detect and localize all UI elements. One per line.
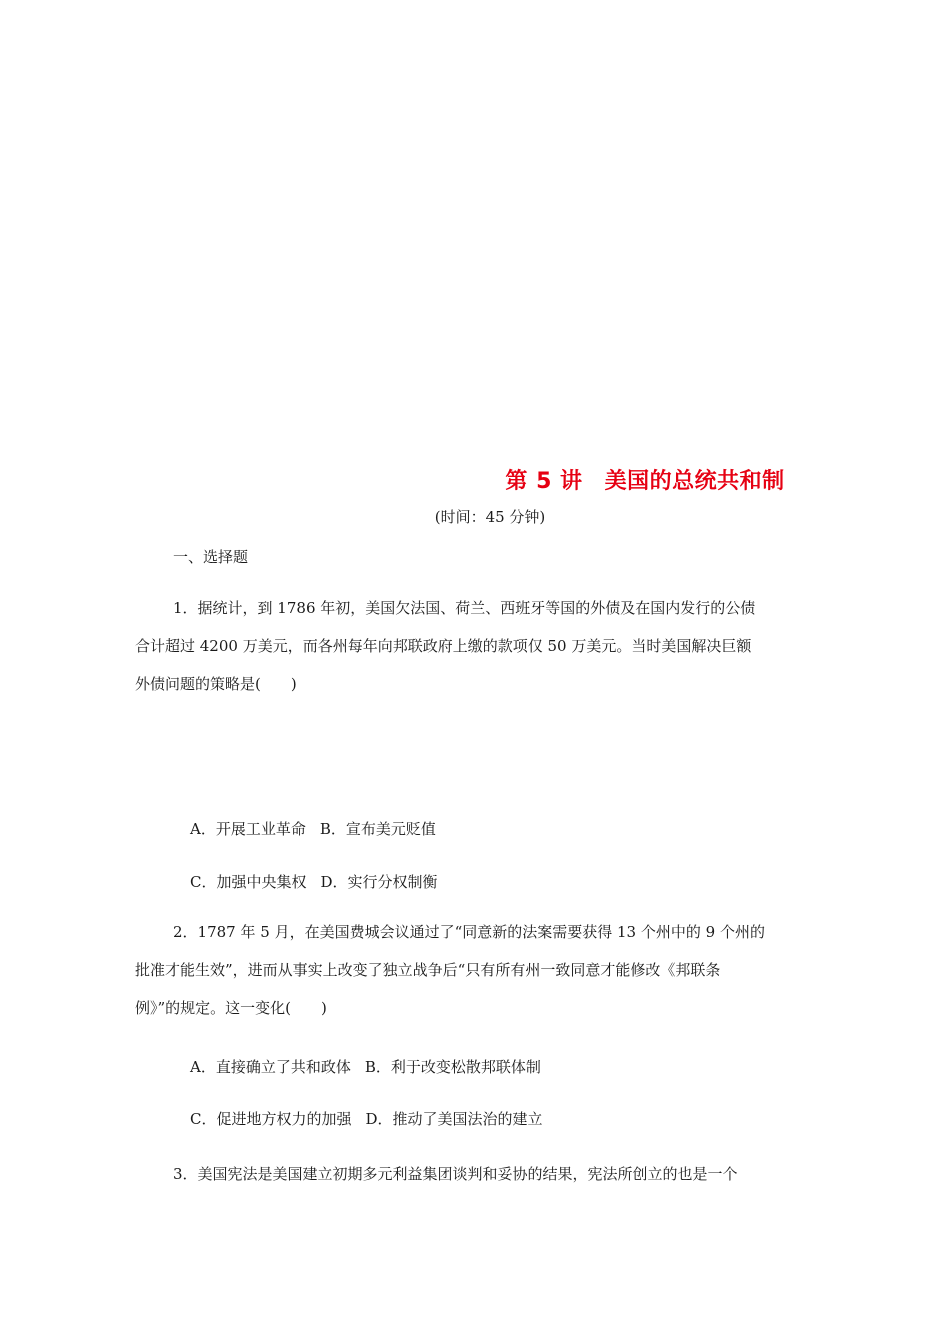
page-title [0,464,950,495]
option-c[interactable]: C．加强中央集权 [190,873,307,891]
question-line: 1．据统计，到 1786 年初，美国欠法国、荷兰、西班牙等国的外债及在国内发行的公债 [173,599,756,617]
lesson-name: 美国的总统共和制 [604,469,785,494]
time-limit: (时间：45 分钟) [434,508,546,526]
lesson-number: 第 5 讲 [505,469,583,494]
options-row [190,1108,543,1129]
question-2 [135,913,815,1027]
question-line: 例》”的规定。这一变化( ) [135,999,327,1017]
options-row [190,1056,541,1077]
options-row [190,871,438,892]
option-b[interactable]: B．利于改变松散邦联体制 [364,1058,541,1076]
option-c[interactable]: C．促进地方权力的加强 [190,1110,352,1128]
question-line: 批准才能生效”，进而从事实上改变了独立战争后“只有所有州一致同意才能修改《邦联条 [135,961,721,979]
option-b[interactable]: B．宣布美元贬值 [319,820,436,838]
question-line: 3．美国宪法是美国建立初期多元利益集团谈判和妥协的结果，宪法所创立的也是一个 [173,1165,738,1183]
question-line: 合计超过 4200 万美元，而各州每年向邦联政府上缴的款项仅 50 万美元。当时美国解决巨额 [135,637,752,655]
question-1 [135,589,815,703]
option-d[interactable]: D．实行分权制衡 [320,873,438,891]
section-heading: 一、选择题 [173,548,249,566]
question-line: 2．1787 年 5 月，在美国费城会议通过了“同意新的法案需要获得 13 个州中的 9 个州的 [173,923,765,941]
option-a[interactable]: A．开展工业革命 [190,820,306,838]
options-row [190,818,436,839]
option-d[interactable]: D．推动了美国法治的建立 [365,1110,543,1128]
question-line: 外债问题的策略是( ) [135,675,297,693]
option-a[interactable]: A．直接确立了共和政体 [190,1058,351,1076]
question-3 [135,1155,815,1193]
